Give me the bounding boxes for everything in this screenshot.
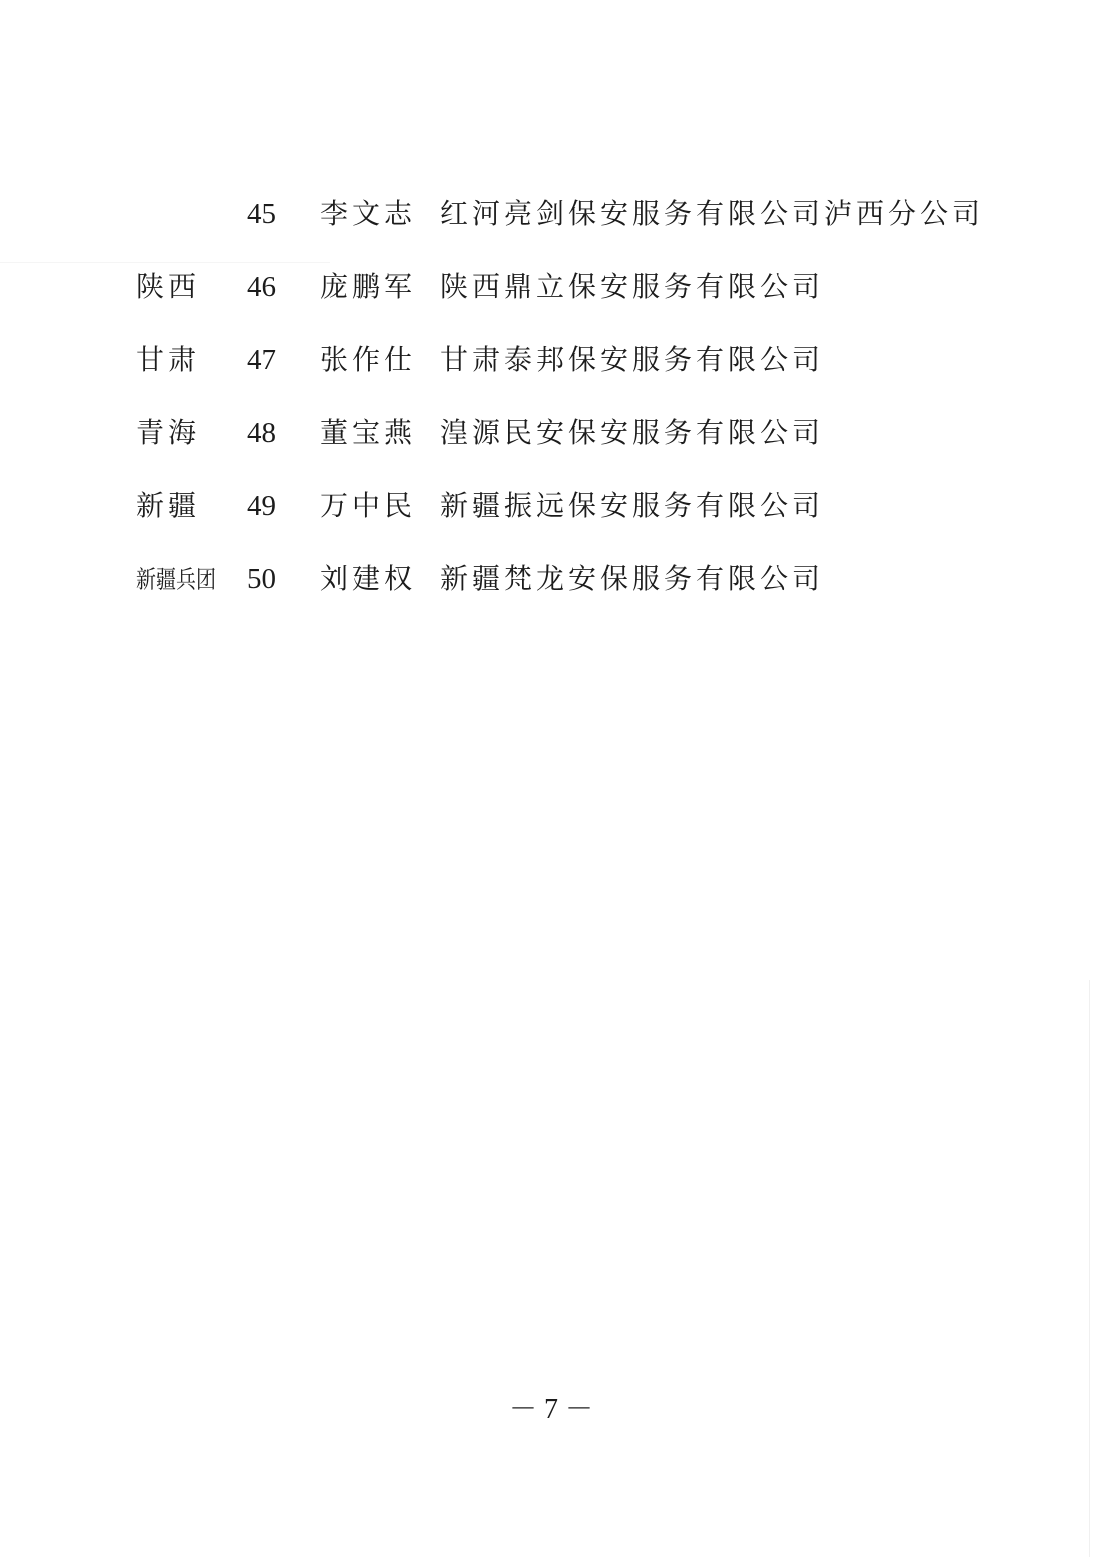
number-cell: 49 [247, 490, 276, 522]
number-cell: 47 [247, 344, 276, 376]
list-row-50 [0, 554, 1102, 604]
company-cell: 新疆振远保安服务有限公司 [440, 489, 825, 522]
person-name-cell: 万中民 [320, 489, 417, 522]
region-cell [136, 189, 226, 239]
company-cell: 红河亮剑保安服务有限公司泸西分公司 [440, 197, 985, 230]
list-row-49 [0, 481, 1102, 531]
region-cell: 新疆 [136, 489, 201, 522]
region-cell: 青海 [136, 416, 201, 449]
list-row-48 [0, 408, 1102, 458]
person-name-cell: 李文志 [320, 197, 417, 230]
scan-artifact-line [1089, 980, 1090, 1557]
number-cell: 48 [247, 417, 276, 449]
region-cell: 甘肃 [136, 343, 201, 376]
number-cell: 46 [247, 271, 276, 303]
company-cell: 甘肃泰邦保安服务有限公司 [440, 343, 825, 376]
person-name-cell: 庞鹏军 [320, 270, 417, 303]
person-name-cell: 刘建权 [320, 562, 417, 595]
list-row-46 [0, 262, 1102, 312]
person-name-cell: 董宝燕 [320, 416, 417, 449]
person-name-cell: 张作仕 [320, 343, 417, 376]
region-cell: 新疆兵团 [136, 564, 216, 594]
page-number: － 7 － [508, 1394, 593, 1425]
company-cell: 湟源民安保安服务有限公司 [440, 416, 825, 449]
company-cell: 陕西鼎立保安服务有限公司 [440, 270, 825, 303]
number-cell: 45 [247, 198, 276, 230]
company-cell: 新疆梵龙安保服务有限公司 [440, 562, 825, 595]
region-cell: 陕西 [136, 270, 201, 303]
number-cell: 50 [247, 563, 276, 595]
list-row-47 [0, 335, 1102, 385]
list-row-45 [0, 189, 1102, 239]
